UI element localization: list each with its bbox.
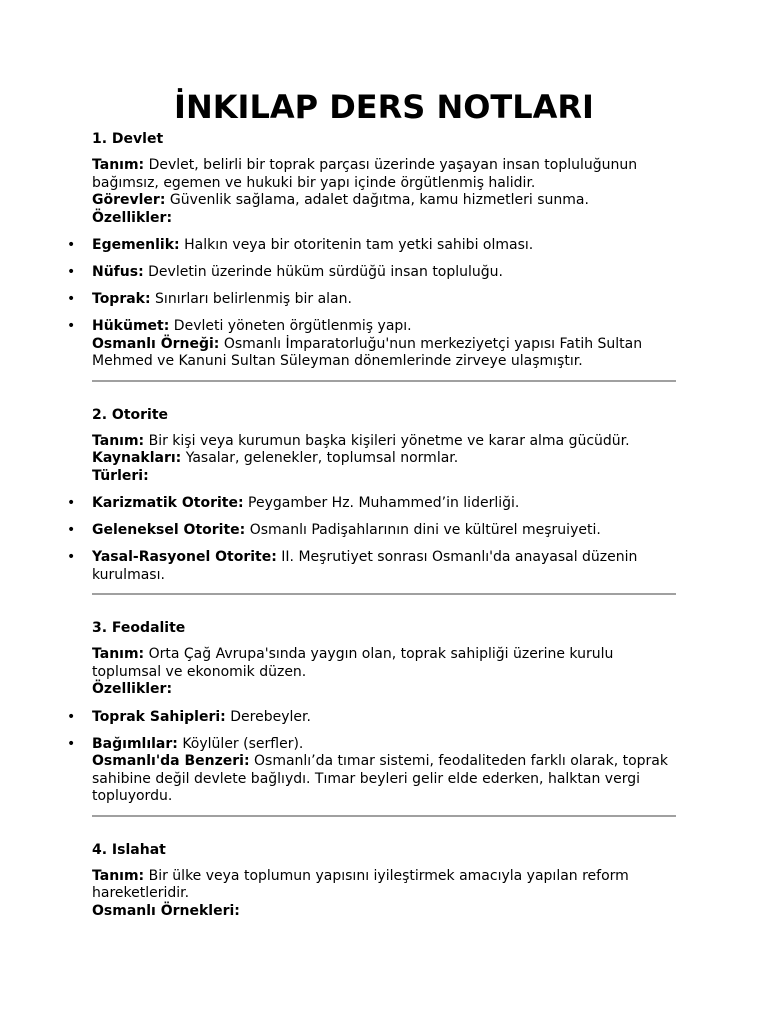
definition-text: Devlet, belirli bir toprak parçası üzerinde yaşayan insan topluluğunun bağımsız, egemen ve hukuki bir yapı içinde örgütlenmiş halidir. [92, 157, 638, 191]
list-label: Türleri: [92, 467, 149, 484]
list-item: • Karizmatik Otorite: Peygamber Hz. Muhammed’in liderliği. [67, 495, 520, 511]
definition-paragraph [92, 157, 676, 192]
list-item: • Bağımlılar: Köylüler (serfler). Osmanlı'da Benzeri: Osmanlı’da tımar sistemi, feodaliteden farklı olarak, toprak sahibine değil devlete bağlıydı. Tımar beyleri gelir elde ederken, halktan vergi topluyordu. [67, 735, 668, 804]
bullet-icon: • [67, 237, 76, 253]
definition-paragraph [92, 646, 676, 681]
document-body [67, 130, 676, 920]
bullet-icon: • [67, 495, 76, 511]
list-item: • Egemenlik: Halkın veya bir otoritenin tam yetki sahibi olması. [67, 237, 534, 253]
definition-label: Tanım: [92, 646, 145, 662]
sources-label: Kaynakları: [92, 450, 182, 466]
section-islahat [92, 841, 676, 921]
duties-text: Güvenlik sağlama, adalet dağıtma, kamu hizmetleri sunma. [169, 192, 589, 208]
feature-list [67, 237, 676, 371]
type-list [67, 495, 676, 584]
list-item: • Hükümet: Devleti yöneten örgütlenmiş yapı. Osmanlı Örneği: Osmanlı İmparatorluğu'nun merkeziyetçi yapısı Fatih Sultan Mehmed ve Kanuni Sultan Süleyman dönemlerinde zirveye ulaşmıştır. [67, 318, 643, 369]
section-otorite [67, 406, 676, 596]
bullet-icon: • [67, 291, 76, 307]
duties-label: Görevler: [92, 192, 166, 208]
sources-text: Yasalar, gelenekler, toplumsal normlar. [185, 450, 459, 466]
section-devlet [67, 130, 676, 382]
example-label: Osmanlı'da Benzeri: [92, 753, 250, 769]
bullet-icon: • [67, 549, 76, 565]
section-feodalite [67, 619, 676, 817]
bullet-icon: • [67, 708, 76, 725]
bullet-icon: • [67, 735, 76, 752]
list-item: • Toprak Sahipleri: Derebeyler. [67, 708, 311, 725]
list-label: Osmanlı Örnekleri: [92, 902, 240, 919]
bullet-icon: • [67, 264, 76, 280]
example-label: Osmanlı Örneği: [92, 335, 220, 352]
definition-text: Bir ülke veya toplumun yapısını iyileştirmek amacıyla yapılan reform hareketleridir. [92, 867, 629, 901]
document-title: İNKILAP DERS NOTLARI [174, 88, 594, 126]
duties-paragraph [92, 192, 676, 210]
sources-paragraph [92, 450, 676, 468]
list-label: Özellikler: [92, 209, 173, 226]
definition-text: Orta Çağ Avrupa'sında yaygın olan, toprak sahipliği üzerine kurulu toplumsal ve ekonomik düzen. [92, 646, 614, 680]
list-item: • Toprak: Sınırları belirlenmiş bir alan. [67, 291, 352, 307]
list-label: Özellikler: [92, 681, 173, 697]
list-item: • Yasal-Rasyonel Otorite: II. Meşrutiyet sonrası Osmanlı'da anayasal düzenin kurulması. [67, 549, 638, 583]
section-heading: 1. Devlet [92, 131, 164, 147]
section-heading: 3. Feodalite [92, 620, 186, 636]
definition-paragraph [92, 433, 676, 451]
section-heading: 4. Islahat [92, 841, 166, 858]
list-item: • Nüfus: Devletin üzerinde hüküm sürdüğü insan topluluğu. [67, 264, 503, 280]
list-item: • Geleneksel Otorite: Osmanlı Padişahlarının dini ve kültürel meşruiyeti. [67, 522, 601, 538]
definition-text: Bir kişi veya kurumun başka kişileri yönetme ve karar alma gücüdür. [148, 432, 630, 449]
definition-label: Tanım: [92, 157, 145, 173]
definition-label: Tanım: [92, 432, 145, 449]
definition-label: Tanım: [92, 867, 145, 884]
bullet-icon: • [67, 522, 76, 538]
definition-paragraph [92, 868, 676, 903]
feature-list [67, 708, 676, 806]
bullet-icon: • [67, 318, 76, 334]
example-text: Osmanlı İmparatorluğu'nun merkeziyetçi yapısı Fatih Sultan Mehmed ve Kanuni Sultan Süleyman dönemlerinde zirveye ulaşmıştır. [92, 335, 643, 369]
example-text: Osmanlı’da tımar sistemi, feodaliteden farklı olarak, toprak sahibine değil devlete bağlıydı. Tımar beyleri gelir elde ederken, halktan vergi topluyordu. [92, 753, 668, 804]
section-heading: 2. Otorite [92, 406, 169, 423]
